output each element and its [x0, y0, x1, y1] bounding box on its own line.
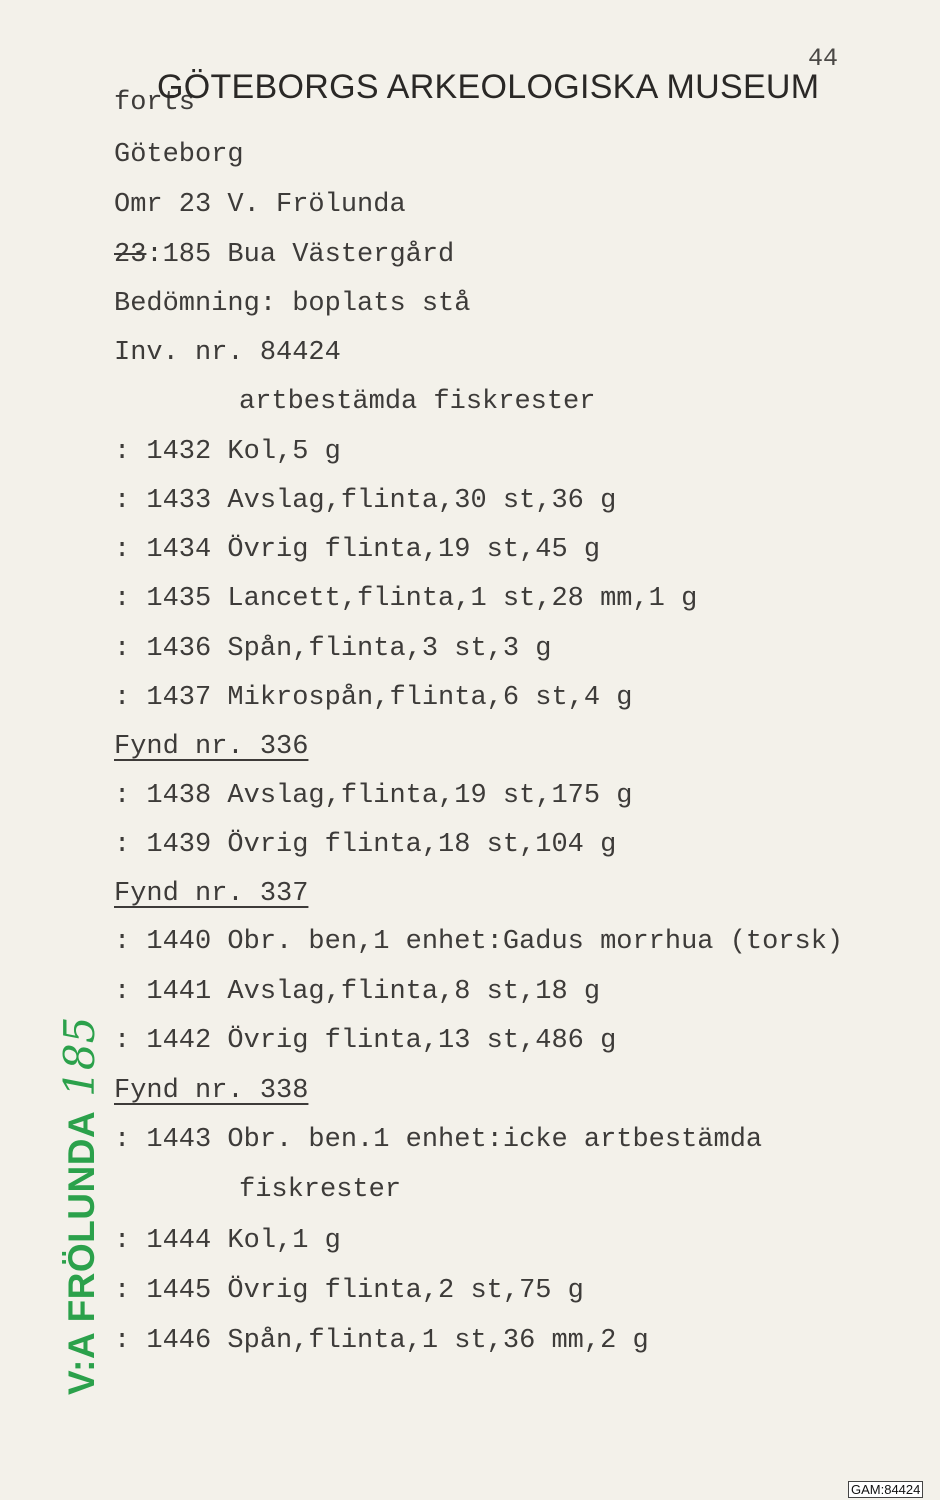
- site-city: Göteborg: [114, 140, 244, 170]
- find-line: : 1445 Övrig flinta,2 st,75 g: [114, 1276, 584, 1306]
- find-line: : 1433 Avslag,flinta,30 st,36 g: [114, 486, 617, 516]
- inventory-number: Inv. nr. 84424: [114, 338, 341, 368]
- find-line: : 1432 Kol,5 g: [114, 437, 341, 467]
- location-rest: :185 Bua Västergård: [146, 240, 455, 270]
- catalog-id-label: GAM:84424: [848, 1481, 923, 1498]
- site-location: [114, 240, 454, 270]
- find-line: : 1437 Mikrospån,flinta,6 st,4 g: [114, 683, 633, 713]
- find-line: : 1435 Lancett,flinta,1 st,28 mm,1 g: [114, 584, 698, 614]
- page-number: 44: [808, 44, 839, 73]
- find-line: artbestämda fiskrester: [239, 387, 596, 417]
- find-line: : 1434 Övrig flinta,19 st,45 g: [114, 535, 601, 565]
- find-line: fiskrester: [239, 1175, 402, 1205]
- site-area: Omr 23 V. Frölunda: [114, 190, 406, 220]
- find-line: : 1439 Övrig flinta,18 st,104 g: [114, 830, 617, 860]
- site-assessment: Bedömning: boplats stå: [114, 289, 471, 319]
- fynd-heading-338: Fynd nr. 338: [114, 1076, 309, 1106]
- location-struck: 23: [114, 240, 147, 270]
- find-line: : 1436 Spån,flinta,3 st,3 g: [114, 634, 552, 664]
- museum-header: GÖTEBORGS ARKEOLOGISKA MUSEUM: [157, 68, 820, 106]
- find-line: : 1442 Övrig flinta,13 st,486 g: [114, 1026, 617, 1056]
- find-line: : 1444 Kol,1 g: [114, 1226, 341, 1256]
- continued-note: forts: [114, 88, 196, 118]
- find-line: : 1446 Spån,flinta,1 st,36 mm,2 g: [114, 1326, 649, 1356]
- find-line: : 1443 Obr. ben.1 enhet:icke artbestämda: [114, 1125, 763, 1155]
- fynd-heading-337: Fynd nr. 337: [114, 879, 309, 909]
- find-line: : 1438 Avslag,flinta,19 st,175 g: [114, 781, 633, 811]
- site-stamp: [55, 1017, 104, 1395]
- find-line: : 1441 Avslag,flinta,8 st,18 g: [114, 977, 601, 1007]
- stamp-handwritten-number: 185: [55, 1016, 104, 1097]
- stamp-text: V:A FRÖLUNDA: [61, 1110, 102, 1395]
- fynd-heading-336: Fynd nr. 336: [114, 732, 309, 762]
- find-line: : 1440 Obr. ben,1 enhet:Gadus morrhua (torsk): [114, 927, 844, 957]
